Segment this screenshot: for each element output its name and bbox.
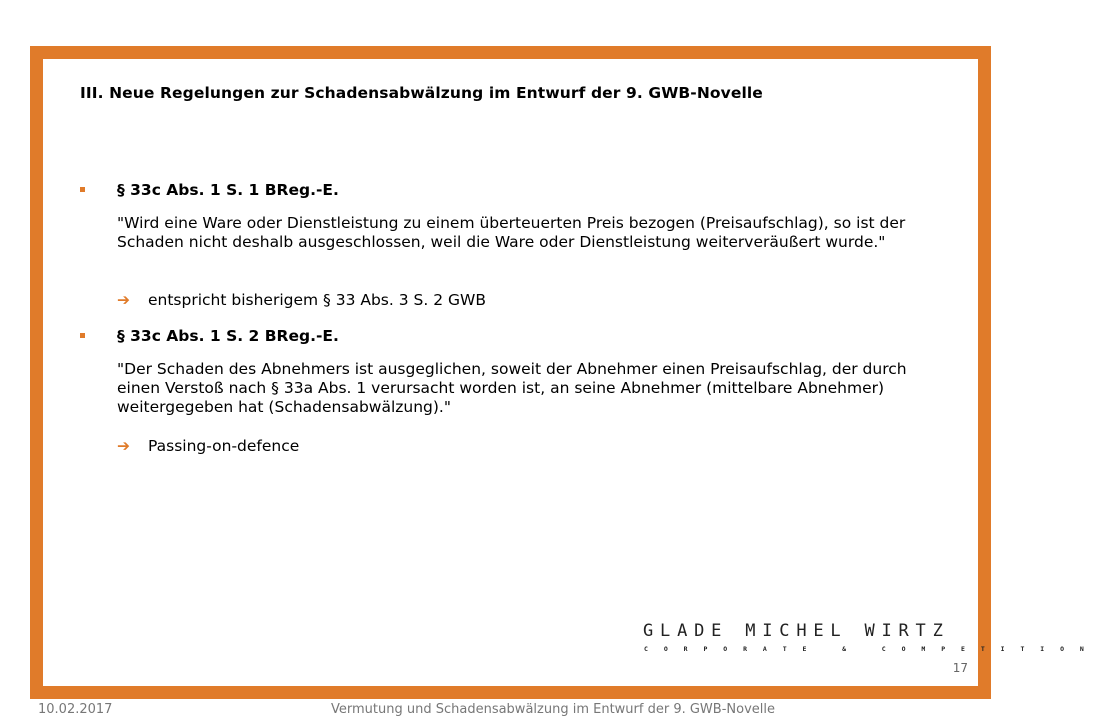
page-number: 17 (952, 661, 968, 675)
section-note-2-text: Passing-on-defence (148, 437, 300, 455)
company-logo-sub: CORPORATE & COMPETITION (644, 645, 1100, 653)
arrow-right-icon: ➔ (117, 437, 130, 455)
section-quote-1: "Wird eine Ware oder Dienstleistung zu einem überteuerten Preis bezogen (Preisaufschlag), so ist der Schaden nicht deshalb ausgeschlossen, weil die Ware oder Dienstleistung weiterveräußert wurde." (117, 214, 906, 251)
company-logo-main: GLADE MICHEL WIRTZ (643, 621, 950, 641)
square-bullet-icon (80, 333, 85, 338)
section-quote-2: "Der Schaden des Abnehmers ist ausgeglichen, soweit der Abnehmer einen Preisaufschlag, der durch einen Verstoß nach § 33a Abs. 1 verursacht worden ist, an seine Abnehmer (mittelbare Abnehmer) weitergegeben hat (Schadensabwälzung)." (117, 360, 907, 416)
slide-title: III. Neue Regelungen zur Schadensabwälzung im Entwurf der 9. GWB-Novelle (80, 84, 763, 102)
section-note-2 (117, 437, 299, 455)
square-bullet-icon (80, 187, 85, 192)
footer-date: 10.02.2017 (38, 702, 113, 717)
section-heading-2-text: § 33c Abs. 1 S. 2 BReg.-E. (117, 327, 339, 345)
footer-title: Vermutung und Schadensabwälzung im Entwurf der 9. GWB-Novelle (331, 702, 775, 717)
arrow-right-icon: ➔ (117, 291, 130, 309)
slide-frame (30, 46, 1100, 699)
section-note-1 (117, 291, 486, 309)
section-note-1-text: entspricht bisherigem § 33 Abs. 3 S. 2 GWB (148, 291, 486, 309)
section-heading-1-text: § 33c Abs. 1 S. 1 BReg.-E. (117, 181, 339, 199)
